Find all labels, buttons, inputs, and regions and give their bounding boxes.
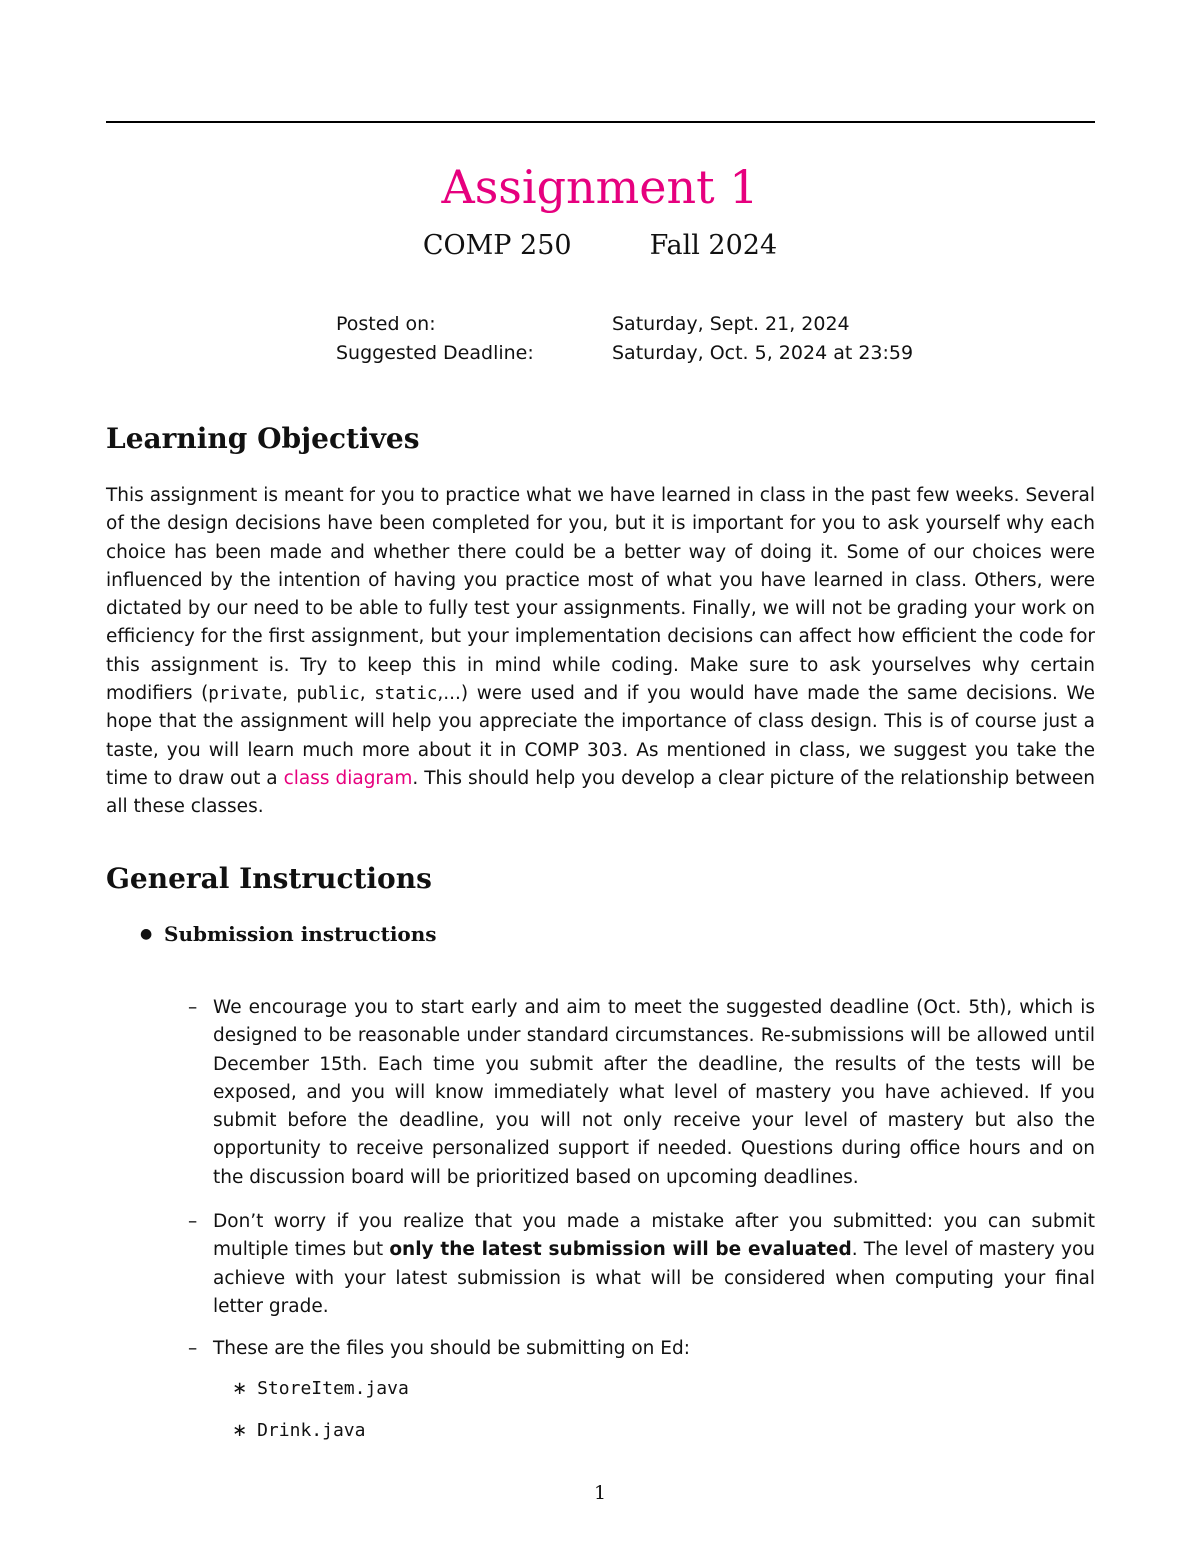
instruction-item-2-text — [213, 1208, 1095, 1321]
posted-row — [336, 310, 913, 339]
posted-value: Saturday, Sept. 21, 2024 — [612, 313, 850, 335]
bullet-dot-icon: ● — [140, 926, 153, 942]
course-line — [0, 230, 1200, 261]
objectives-text-3: . This should help you develop a clear picture of the relationship between all these classes. — [106, 767, 1095, 818]
file-list-item — [232, 1378, 409, 1399]
submission-instructions-bullet — [140, 922, 437, 946]
dash-icon: – — [188, 1211, 198, 1232]
item2-text-a: Don’t worry if you realize that you made a mistake after you submitted: you can submit multiple times but — [213, 1211, 1095, 1261]
general-instructions-heading: General Instructions — [106, 862, 432, 895]
modifier-private: private — [208, 684, 283, 705]
learning-objectives-paragraph — [106, 482, 1095, 822]
separator-1: , — [282, 683, 297, 705]
objectives-text-2: ,...) were used and if you would have made the same decisions. We hope that the assignment will help you appreciate the importance of class design. This is of course just a taste, you will learn much more about it in COMP 303. As mentioned in class, we suggest you take the time to draw out a — [106, 683, 1095, 789]
instruction-item-2 — [188, 1208, 1095, 1321]
deadline-row — [336, 339, 913, 368]
dash-icon: – — [188, 997, 198, 1018]
top-rule — [106, 121, 1095, 123]
modifier-public: public — [296, 684, 360, 705]
instruction-item-3 — [188, 1335, 1095, 1363]
file-list-item — [232, 1420, 365, 1441]
separator-2: , — [359, 683, 375, 705]
dash-icon: – — [188, 1338, 198, 1359]
instruction-item-1 — [188, 994, 1095, 1192]
submission-instructions-label: Submission instructions — [164, 922, 437, 946]
objectives-text-1: This assignment is meant for you to practice what we have learned in class in the past few weeks. Several of the design decisions have been completed for you, but it is important for you to ask yourself why each choice has been made and whether there could be a better way of doing it. Some of our choices were influenced by the intention of having you practice most of what you have learned in class. Others, were dictated by our need to be able to fully test your assignments. Finally, we will not be grading your work on efficiency for the first assignment, but your implementation decisions can affect how efficient the code for this assignment is. Try to keep this in mind while coding. Make sure to ask yourselves why certain modifiers ( — [106, 485, 1095, 705]
class-diagram-link[interactable]: class diagram — [283, 767, 413, 789]
file-name: StoreItem.java — [257, 1378, 409, 1399]
course-code: COMP 250 — [422, 230, 572, 261]
dates-table — [336, 310, 913, 368]
item2-bold-text: only the latest submission will be evaluated — [389, 1239, 852, 1261]
file-name: Drink.java — [257, 1420, 366, 1441]
page-number: 1 — [593, 1482, 607, 1504]
course-term: Fall 2024 — [649, 230, 778, 261]
item2-text-b: . The level of mastery you achieve with your latest submission is what will be considered when computing your final letter grade. — [213, 1239, 1095, 1317]
asterisk-icon: ∗ — [232, 1378, 248, 1399]
asterisk-icon: ∗ — [232, 1420, 248, 1441]
instruction-item-1-text: We encourage you to start early and aim to meet the suggested deadline (Oct. 5th), which is designed to be reasonable under standard circumstances. Re-submissions will be allowed until December 15th. Each time you submit after the deadline, the results of the tests will be exposed, and you will know immediately what level of mastery you have achieved. If you submit before the deadline, you will not only receive your level of mastery but also the opportunity to receive personalized support if needed. Questions during office hours and on the discussion board will be prioritized based on upcoming deadlines. — [213, 997, 1095, 1188]
posted-label: Posted on: — [336, 313, 436, 335]
instruction-item-3-text: These are the files you should be submitting on Ed: — [213, 1338, 690, 1359]
document-title: Assignment 1 — [441, 160, 759, 214]
modifier-static: static — [374, 684, 438, 705]
deadline-value: Saturday, Oct. 5, 2024 at 23:59 — [612, 342, 914, 364]
learning-objectives-heading: Learning Objectives — [106, 422, 420, 455]
deadline-label: Suggested Deadline: — [336, 342, 534, 364]
